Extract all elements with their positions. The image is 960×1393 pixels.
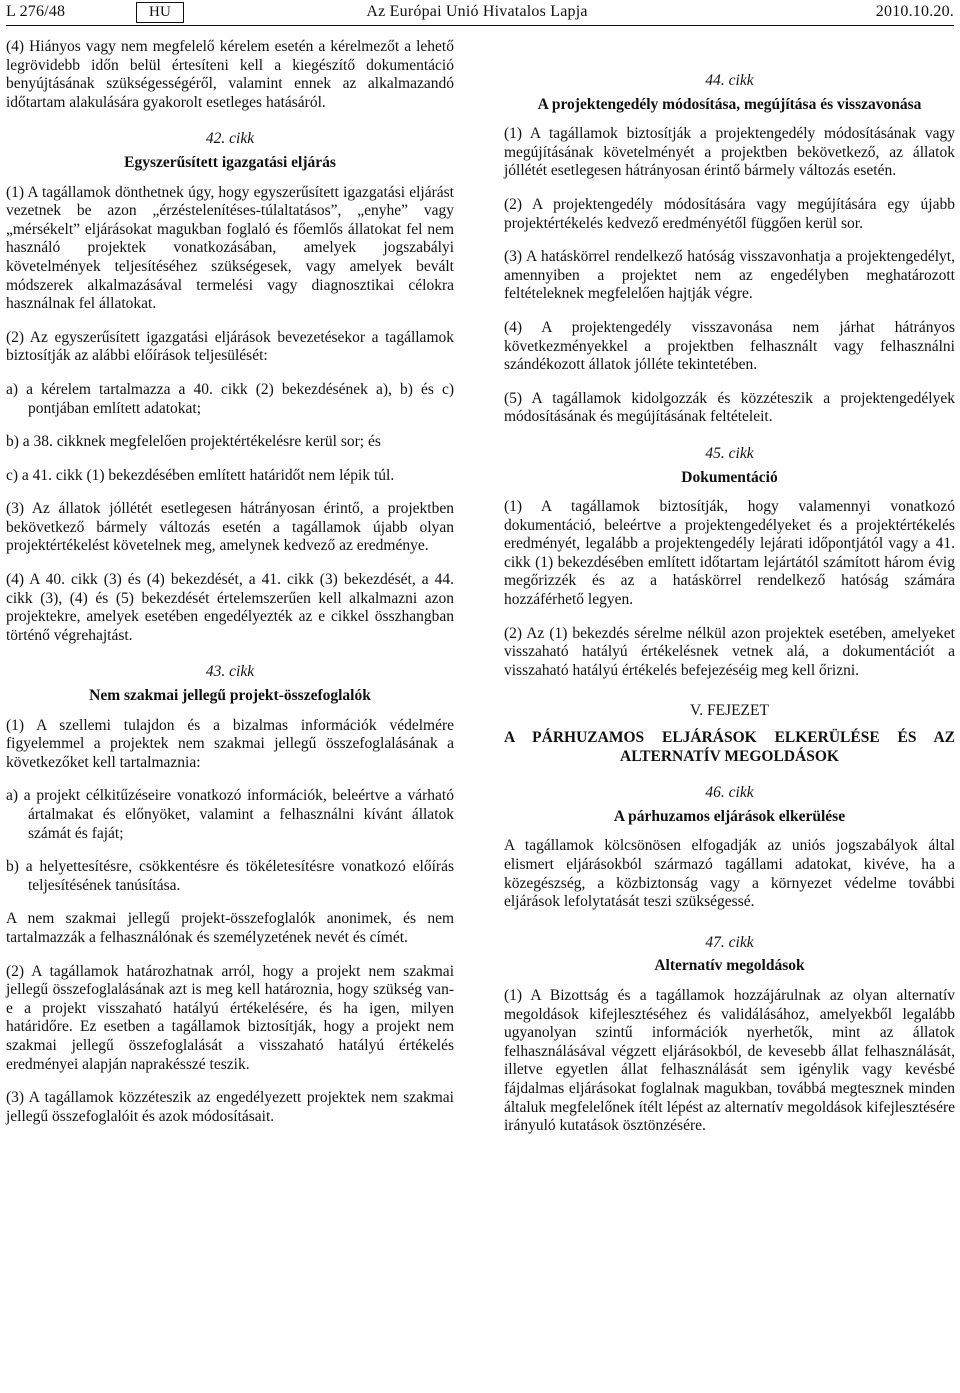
- article-number: 46. cikk: [705, 784, 754, 802]
- list-item: b) a 38. cikknek megfelelően projektértékelésre kerül sor; és: [6, 433, 381, 451]
- article-number: 44. cikk: [705, 72, 754, 89]
- article-title: A párhuzamos eljárások elkerülése: [613, 807, 846, 825]
- article-title: Dokumentáció: [681, 468, 778, 486]
- chapter-title: [504, 729, 955, 766]
- chapter-title-line: ALTERNATÍV MEGOLDÁSOK: [620, 747, 839, 765]
- paragraph: (3) A hatáskörrel rendelkező hatóság visszavonhatja a projektengedélyt, amennyiben a projektet nem az engedélyben meghatározott feltételeknek megfelelően hajtják végre.: [504, 248, 955, 303]
- paragraph: (4) A 40. cikk (3) és (4) bekezdését, a 41. cikk (3) bekezdését, a 44. cikk (3), (4) és (5) bekezdését értelemszerűen kell alkalmazni azon projektekre, amelyek esetében engedélyezték az e cikkel összhangban történő végrehajtást.: [6, 571, 454, 644]
- article-number: 47. cikk: [705, 933, 754, 951]
- paragraph: (1) A tagállamok dönthetnek úgy, hogy egyszerűsített igazgatási eljárást vezetnek be azon „érzéstelenítéses-túlaltatásos”, „enyhe” vagy „mérsékelt” eljárásokat magukban foglaló és főemlős állatokat fel nem használó projektek vonatkozásában, amelyek jogszabályi követelmények teljesítéséhez szükségesek, vagy amelyek bevált módszerek alkalmazásával termelési vagy diagnosztikai célokra használnak fel állatokat.: [6, 183, 454, 313]
- paragraph: (2) Az egyszerűsített igazgatási eljárások bevezetésekor a tagállamok biztosítják az alábbi előírások teljesülését:: [6, 328, 454, 365]
- list-item: c) a 41. cikk (1) bekezdésében említett határidőt nem lépik túl.: [6, 466, 395, 484]
- paragraph: A nem szakmai jellegű projekt-összefoglalók anonimek, és nem tartalmazzák a felhasználónak és személyzetének nevét és címét.: [6, 910, 454, 946]
- article-title: A projektengedély módosítása, megújítása és visszavonása: [537, 95, 922, 113]
- list-item: a) a projekt célkitűzéseire vonatkozó információk, beleértve a várható ártalmakat és előnyöket, valamint a felhasználni kívánt állatok számát és faját;: [6, 787, 454, 842]
- left-column: [6, 38, 454, 1126]
- list-item: a) a kérelem tartalmazza a 40. cikk (2) bekezdésének a), b) és c) pontjában említett adatokat;: [6, 380, 454, 417]
- publication-date: 2010.10.20.: [875, 3, 954, 20]
- article-number: 45. cikk: [705, 444, 754, 462]
- article-title: Egyszerűsített igazgatási eljárás: [124, 153, 336, 171]
- paragraph: (3) A tagállamok közzéteszik az engedélyezett projektek nem szakmai jellegű összefoglalóit és azok módosításait.: [6, 1089, 454, 1125]
- article-title: Nem szakmai jellegű projekt-összefoglalók: [89, 687, 371, 705]
- paragraph: (5) A tagállamok kidolgozzák és közzéteszik a projektengedélyek módosításának és megújításának feltételeit.: [504, 389, 955, 426]
- paragraph: (1) A tagállamok biztosítják, hogy valamennyi vonatkozó dokumentáció, beleértve a projektengedélyeket és a projektértékelés eredményét, legalább a projektengedély lejárati időpontjától vagy a 41. cikk (1) bekezdésében említett időtartam lejártától számított három évig megőrizzék és az a hatáskörrel rendelkező hatóság számára hozzáférhető legyen.: [504, 498, 955, 609]
- paragraph: (4) Hiányos vagy nem megfelelő kérelem esetén a kérelmezőt a lehető legrövidebb időn belül értesíteni kell a kiegészítő dokumentáció benyújtásának szükségességéről, valamint ennek az alkalmazandó időtartam alakulására gyakorolt esetleges hatásáról.: [6, 38, 454, 111]
- page-header: [6, 0, 954, 24]
- paragraph: (2) A tagállamok határozhatnak arról, hogy a projekt nem szakmai jellegű összefoglalásának azt is meg kell határoznia, hogy szükség van-e a projekt visszaható hatályú értékelésére, és ha igen, milyen határidőre. Ez esetben a tagállamok biztosítják, hogy a projekt nem szakmai jellegű összefoglalását a visszaható hatályú értékelés eredményei alapján naprakésszé teszik.: [6, 962, 454, 1073]
- list-item: b) a helyettesítésre, csökkentésre és tökéletesítésre vonatkozó előírás teljesítésének tanúsítása.: [6, 858, 454, 894]
- header-rule: [6, 25, 954, 26]
- paragraph: (1) A Bizottság és a tagállamok hozzájárulnak az olyan alternatív megoldások kifejlesztéséhez és validálásához, amelyekből legalább ugyanolyan szintű információk nyerhetők, mint az állatok felhasználásával végzett eljárásokból, de kevesebb állat felhasználását, illetve egyetlen állat felhasználását sem igénylik vagy kevésbé fájdalmas eljárásokat foglalnak magukban, továbbá megtesznek minden általuk megfelelőnek ítélt lépést az alternatív megoldások kifejlesztésére irányuló kutatások ösztönzésére.: [504, 986, 955, 1135]
- right-column: [504, 38, 955, 1136]
- paragraph: (1) A szellemi tulajdon és a bizalmas információk védelmére figyelemmel a projektek nem szakmai jellegű összefoglalásának a következőket kell tartalmaznia:: [6, 716, 454, 771]
- journal-title: Az Európai Unió Hivatalos Lapja: [366, 3, 588, 20]
- page-number: L 276/48: [6, 3, 66, 20]
- paragraph: (2) Az (1) bekezdés sérelme nélkül azon projektek esetében, amelyeket visszaható hatályú értékelésnek vetnek alá, a dokumentációt a visszaható hatályú értékelés befejezéséig meg kell őrizni.: [504, 624, 955, 679]
- paragraph: (4) A projektengedély visszavonása nem járhat hátrányos következményekkel a projektben felhasznált vagy felhasználni szándékozott állatok jólléte tekintetében.: [504, 318, 955, 374]
- chapter-title-line: A PÁRHUZAMOS ELJÁRÁSOK ELKERÜLÉSE ÉS AZ: [504, 729, 955, 747]
- language-code-box: HU: [136, 2, 184, 23]
- paragraph: (1) A tagállamok biztosítják a projektengedély módosításának vagy megújításának követelményét a projektben bekövetkező, az állatok jóllétét esetlegesen hátrányosan érintő bármely változás esetén.: [504, 125, 955, 180]
- paragraph: (2) A projektengedély módosítására vagy megújítására egy újabb projektértékelés kedvező eredményétől függően kerül sor.: [504, 195, 955, 232]
- paragraph: (3) Az állatok jóllétét esetlegesen hátrányosan érintő, a projektben bekövetkező bármely változás esetén a tagállamok újabb olyan projektértékelést követelnek meg, amelynek kedvező az eredménye.: [6, 500, 454, 555]
- article-number: 42. cikk: [205, 130, 255, 148]
- article-title: Alternatív megoldások: [654, 957, 805, 975]
- chapter-number: V. FEJEZET: [690, 702, 769, 720]
- article-number: 43. cikk: [205, 663, 255, 681]
- paragraph: A tagállamok kölcsönösen elfogadják az uniós jogszabályok által elismert eljárásokból származó tagállami adatokat, kivéve, ha a közegészség, a közbiztonság vagy a környezet védelme további eljárások lefolytatását teszi szükségessé.: [504, 837, 955, 911]
